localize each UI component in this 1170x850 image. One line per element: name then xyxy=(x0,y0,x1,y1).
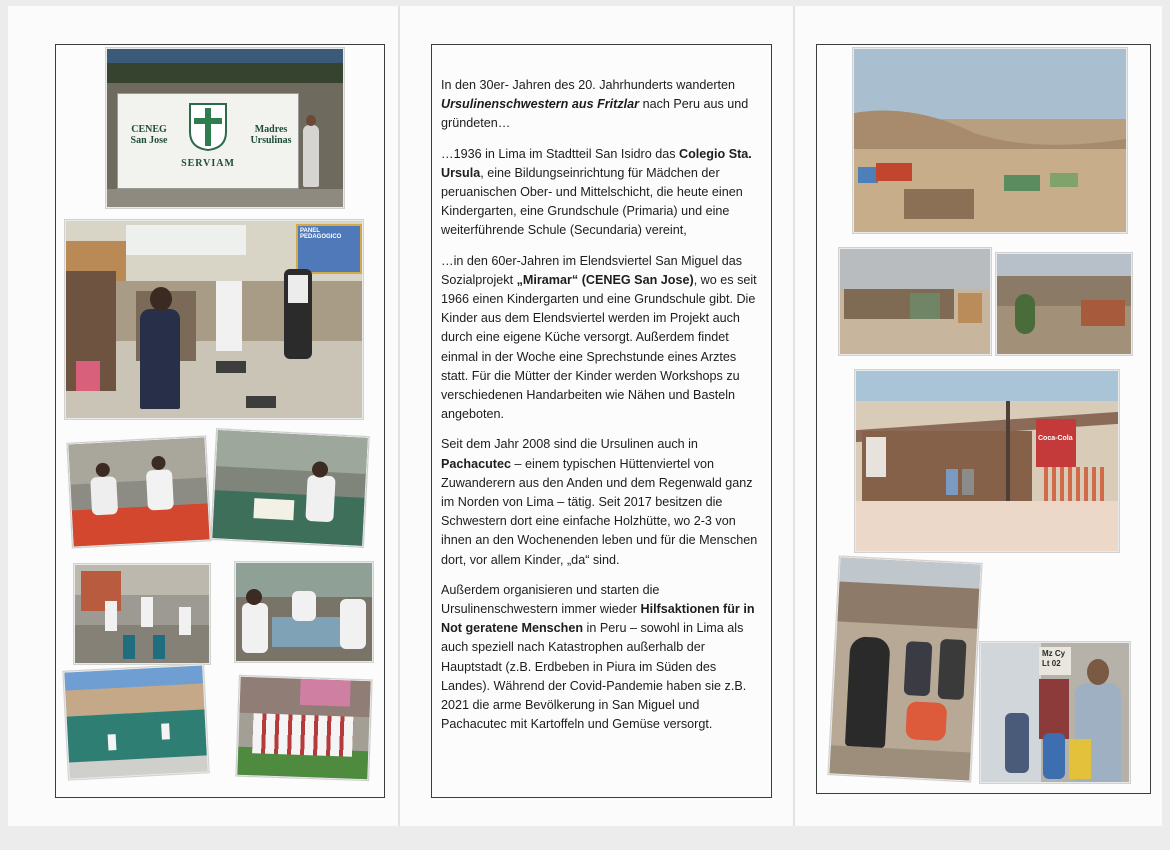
street-huts-photo xyxy=(839,248,991,355)
ceneg-banner xyxy=(117,93,299,189)
paragraph-text: – einem typischen Hüttenviertel von Zuwanderern aus den Anden und dem Regenwald ganz im Norden von Lima – tätig. Seit 2017 besitzen die Schwestern dort eine einfache Holzhütte, wo 2-3 von ihnen an den Wochenenden leben und für die Menschen dort, vor allem Kinder, „da“ sind. xyxy=(441,456,758,567)
family-door-photo xyxy=(980,642,1130,783)
emphasis-text: „Miramar“ (CENEG San Jose) xyxy=(516,272,694,287)
classroom-poster xyxy=(296,224,362,274)
paragraph xyxy=(441,435,766,569)
food-distribution-photo xyxy=(828,556,981,781)
store-sign-label: Coca-Cola xyxy=(1038,435,1073,442)
banner-motto: SERVIAM xyxy=(181,158,235,169)
crafts-table-photo xyxy=(67,436,210,547)
store-sign xyxy=(1036,419,1076,467)
paragraph xyxy=(441,252,766,425)
child-figure xyxy=(216,281,242,351)
paragraph-text: Außerdem organisieren und starten die Ursulinenschwestern immer wieder xyxy=(441,582,660,617)
paragraph-text: …in den 60er-Jahren im Elendsviertel San Miguel das Sozialprojekt xyxy=(441,253,743,287)
sister-figure xyxy=(845,636,891,748)
hillside-settlement-photo xyxy=(853,48,1127,233)
paragraph-text: nach Peru aus und gründeten… xyxy=(441,97,749,131)
paragraph-text: in Peru – sowohl in Lima als auch speziell nach Katastrophen außerhalb der Hauptstadt (z.B. Erdbeben in Piura im Süden des Landes). Während der Covid-Pandemie haben sie z.B. 2021 die arme Bevölkerung in San Miguel und Pachacutec mit Kartoffeln und Gemüse versorgt. xyxy=(441,621,747,732)
banner-left-line2: San Jose xyxy=(130,135,168,146)
paragraph xyxy=(441,145,766,241)
paragraph-text: , wo es seit 1966 einen Kindergarten und eine Grundschule gibt. Die Kinder aus dem Elendsviertel werden im Projekt auch durch eine eigene Küche versorgt. Außerdem findet einmal in der Woche eine Sprechstunde eines Arztes statt. Für die Mütter der Kinder werden Workshops zu verschiedenen Handarbeiten wie Nähen und Basteln angeboten. xyxy=(441,272,757,422)
mission-text xyxy=(441,76,766,746)
door-sign-line1: Mz Cy xyxy=(1042,649,1066,658)
classroom-photo xyxy=(65,220,363,419)
fold-line-left xyxy=(398,6,400,826)
hillside-huts-photo xyxy=(996,253,1132,355)
fold-line-right xyxy=(793,6,795,826)
child-figure xyxy=(140,309,180,409)
classroom-table-photo xyxy=(235,562,373,662)
paragraph-text: Seit dem Jahr 2008 sind die Ursulinen auch in xyxy=(441,437,698,452)
worksheet-table-photo xyxy=(211,429,369,547)
paragraph xyxy=(441,76,766,134)
children-lineup-photo xyxy=(236,676,371,781)
paragraph-text: In den 30er- Jahren des 20. Jahrhunderts wanderten xyxy=(441,78,736,92)
wooden-hut-photo xyxy=(855,370,1119,552)
emphasis-text: Ursulinenschwestern aus Fritzlar xyxy=(441,97,640,112)
paragraph xyxy=(441,581,766,735)
poster-title: PANEL PEDAGOGICO xyxy=(300,228,342,240)
banner-right-line1: Madres xyxy=(254,124,288,135)
banner-photo xyxy=(106,48,344,208)
playground-photo xyxy=(74,564,210,664)
emphasis-text: Hilfsaktionen für in Not geratene Menschen xyxy=(441,602,755,636)
hill-silhouette xyxy=(854,93,1126,153)
banner-left-line1: CENEG xyxy=(131,124,167,135)
door-sign-line2: Lt 02 xyxy=(1042,659,1061,668)
person-figure xyxy=(303,125,319,187)
door-sign xyxy=(1039,647,1071,675)
schoolyard-photo xyxy=(63,664,208,779)
emphasis-text: Colegio Sta. Ursula xyxy=(441,146,752,180)
cross-shield-icon xyxy=(188,102,228,152)
paragraph-text: …1936 in Lima im Stadtteil San Isidro das xyxy=(441,146,680,161)
paragraph-text: , eine Bildungseinrichtung für Mädchen der peruanischen Ober- und Mittelschicht, die heute einen Kindergarten, eine Grundschule (Primaria) und eine weiterführende Schule (Secundaria) vereint, xyxy=(441,165,743,238)
banner-right-line2: Ursulinas xyxy=(250,135,292,146)
emphasis-text: Pachacutec xyxy=(441,456,512,471)
